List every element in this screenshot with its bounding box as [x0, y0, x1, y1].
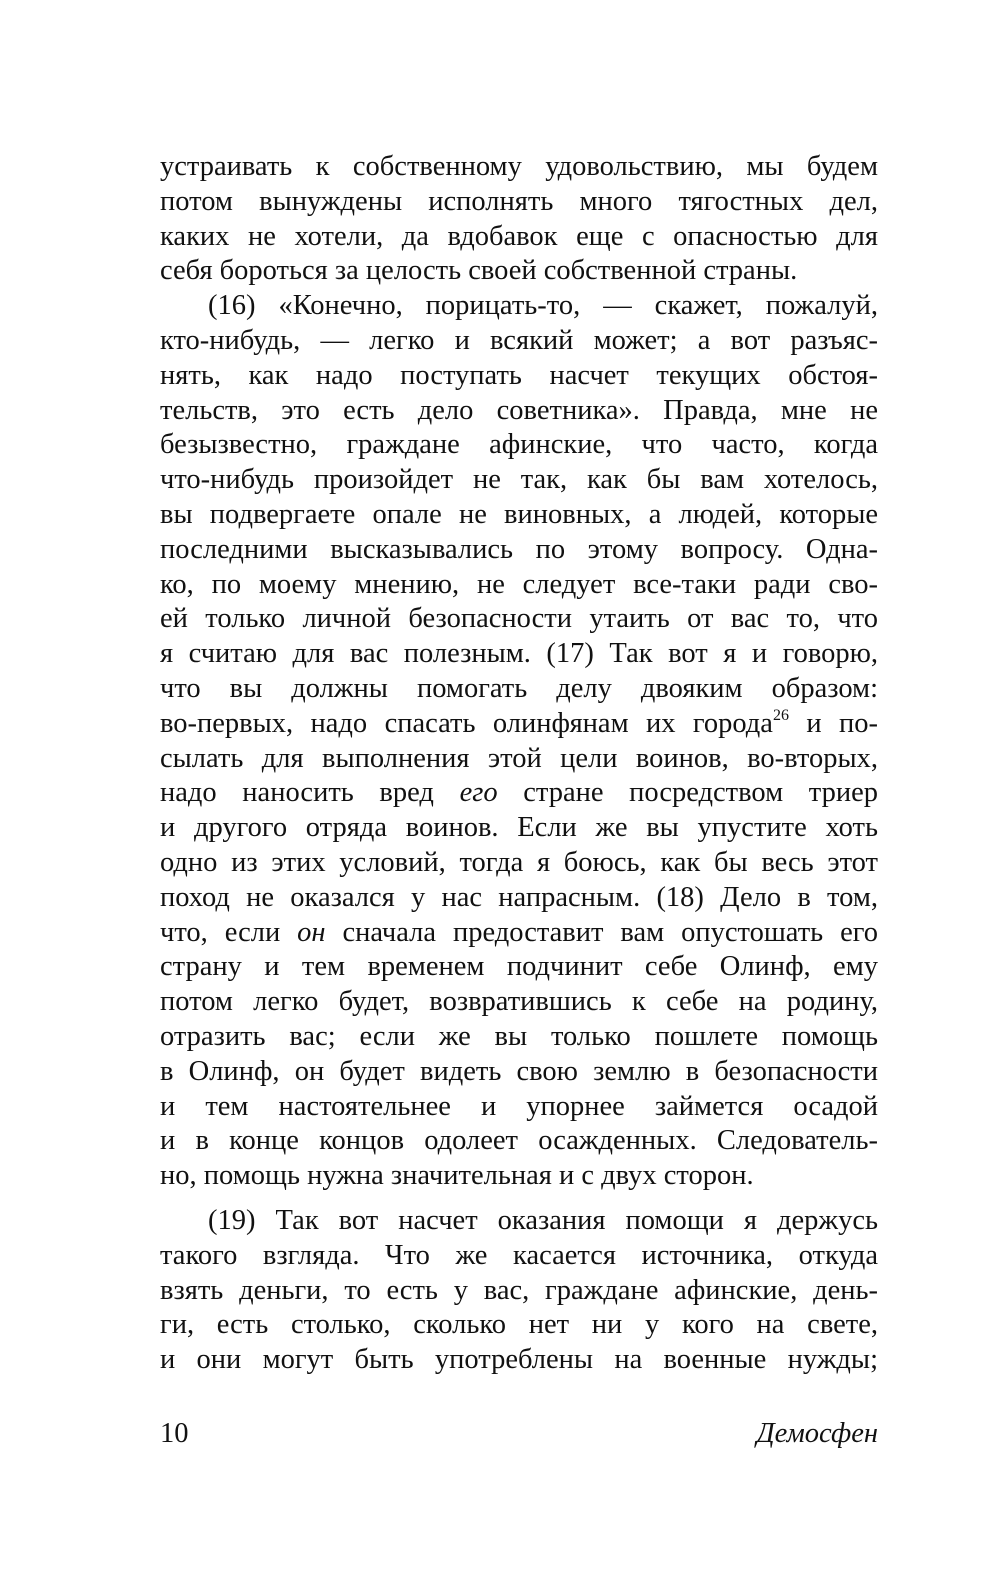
- running-head: Демосфен: [756, 1418, 878, 1449]
- text-segment: себя бороться за целость своей собственной страны.: [160, 255, 798, 287]
- page-body-text: [160, 150, 878, 1378]
- footnote-marker: 26: [772, 706, 789, 724]
- text-line: [160, 672, 878, 707]
- text-line: [160, 811, 878, 846]
- text-segment: потом вынуждены исполнять много тягостных дел,: [160, 185, 878, 217]
- text-line: [160, 463, 878, 498]
- text-line: [160, 324, 878, 359]
- text-segment: ги, есть столько, сколько нет ни у кого на свете,: [160, 1309, 878, 1341]
- text-segment: и в конце концов одолеет осажденных. Следователь-: [160, 1125, 878, 1157]
- text-segment: и другого отряда воинов. Если же вы упустите хоть: [160, 812, 878, 844]
- text-segment: и по-: [788, 707, 878, 739]
- text-segment: я считаю для вас полезным. (17) Так вот я и говорю,: [160, 638, 878, 670]
- text-line: [160, 916, 878, 951]
- text-segment: поход не оказался у нас напрасным. (18) Дело в том,: [160, 881, 878, 913]
- text-line: [160, 568, 878, 603]
- page-footer: [160, 1418, 878, 1458]
- text-segment: что вы должны помогать делу двояким образом:: [160, 672, 878, 704]
- text-line: [160, 185, 878, 220]
- text-segment: такого взгляда. Что же касается источника, откуда: [160, 1239, 878, 1271]
- text-line: [160, 602, 878, 637]
- text-segment: (16) «Конечно, порицать-то, — скажет, пожалуй,: [208, 290, 878, 322]
- page-number: 10: [160, 1418, 189, 1449]
- text-line: [160, 846, 878, 881]
- text-line: [160, 637, 878, 672]
- text-line: [160, 150, 878, 185]
- text-segment: последними высказывались по этому вопросу. Одна-: [160, 533, 878, 565]
- text-segment: безызвестно, граждане афинские, что часто, когда: [160, 429, 878, 461]
- text-segment: во-первых, надо спасать олинфянам их города: [160, 707, 773, 739]
- text-segment: сылать для выполнения этой цели воинов, во-вторых,: [160, 742, 878, 774]
- text-segment: сначала предоставит вам опустошать его: [325, 916, 878, 948]
- text-line: [160, 428, 878, 463]
- text-line: [160, 359, 878, 394]
- text-segment: страну и тем временем подчинит себе Олинф, ему: [160, 951, 878, 983]
- italic-text: он: [297, 916, 326, 948]
- text-line: [160, 220, 878, 255]
- text-segment: стране посредством триер: [497, 777, 878, 809]
- text-line: [160, 254, 878, 289]
- text-line: [160, 498, 878, 533]
- text-line: [160, 1308, 878, 1343]
- text-segment: ей только личной безопасности утаить от вас то, что: [160, 603, 878, 635]
- text-line: [160, 1204, 878, 1239]
- text-line: [160, 1274, 878, 1309]
- text-segment: отразить вас; если же вы только пошлете помощь: [160, 1020, 878, 1052]
- text-segment: вы подвергаете опале не виновных, а людей, которые: [160, 498, 878, 530]
- text-segment: надо наносить вред: [160, 777, 460, 809]
- text-line: [160, 1159, 878, 1194]
- text-line: [160, 881, 878, 916]
- text-line: [160, 1055, 878, 1090]
- text-line: [160, 985, 878, 1020]
- text-line: [160, 1090, 878, 1125]
- italic-text: его: [459, 777, 498, 809]
- text-segment: кто-нибудь, — легко и всякий может; а вот разъяс-: [160, 324, 878, 356]
- text-segment: потом легко будет, возвратившись к себе на родину,: [160, 986, 878, 1018]
- text-line: [160, 1020, 878, 1055]
- text-line: [160, 1239, 878, 1274]
- text-line: [160, 707, 878, 742]
- text-segment: ко, по моему мнению, не следует все-таки ради сво-: [160, 568, 878, 600]
- text-segment: одно из этих условий, тогда я боюсь, как бы весь этот: [160, 846, 878, 878]
- text-segment: устраивать к собственному удовольствию, мы будем: [160, 151, 878, 182]
- text-line: [160, 950, 878, 985]
- text-segment: тельств, это есть дело советника». Правда, мне не: [160, 394, 878, 426]
- text-segment: что, если: [160, 916, 298, 948]
- text-segment: и тем настоятельнее и упорнее займется осадой: [160, 1090, 878, 1122]
- text-segment: каких не хотели, да вдобавок еще с опасностью для: [160, 220, 878, 252]
- text-segment: в Олинф, он будет видеть свою землю в безопасности: [160, 1055, 878, 1087]
- text-segment: что-нибудь произойдет не так, как бы вам хотелось,: [160, 464, 878, 496]
- text-line: [160, 742, 878, 777]
- text-segment: взять деньги, то есть у вас, граждане афинские, день-: [160, 1274, 878, 1306]
- text-line: [160, 1124, 878, 1159]
- text-segment: и они могут быть употреблены на военные нужды;: [160, 1344, 878, 1376]
- text-segment: нять, как надо поступать насчет текущих обстоя-: [160, 359, 878, 391]
- text-line: [160, 394, 878, 429]
- text-line: [160, 776, 878, 811]
- text-line: [160, 1343, 878, 1378]
- text-line: [160, 533, 878, 568]
- text-segment: но, помощь нужна значительная и с двух сторон.: [160, 1160, 754, 1192]
- text-line: [160, 289, 878, 324]
- text-segment: (19) Так вот насчет оказания помощи я держусь: [208, 1204, 878, 1236]
